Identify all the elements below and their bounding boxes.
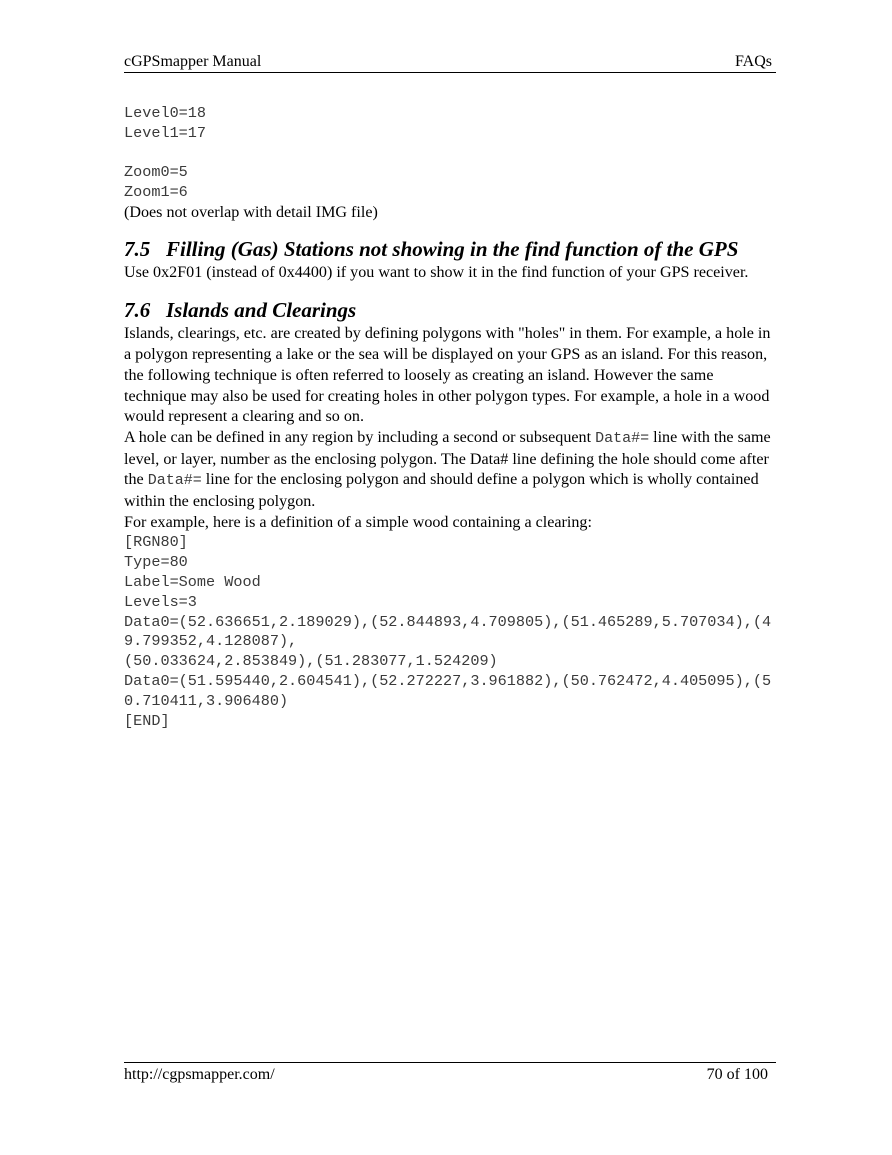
- paragraph-text: line with the same level, or layer, number as the enclosing polygon. The Data# line defining the hole should come after the: [124, 428, 771, 489]
- section-number: 7.5: [124, 236, 151, 261]
- page-footer: [124, 1062, 776, 1083]
- code-line: Data0=(51.595440,2.604541),(52.272227,3.961882),(50.762472,4.405095),(50.710411,3.906480): [124, 672, 772, 710]
- section-number: 7.6: [124, 298, 151, 323]
- paragraph-text: line for the enclosing polygon and should define a polygon which is wholly contained within the enclosing polygon.: [124, 471, 759, 511]
- code-line: [END]: [124, 711, 170, 730]
- document-page: [124, 0, 776, 1155]
- code-zoom1: Zoom1=6: [124, 183, 188, 202]
- footer-url: http://cgpsmapper.com/: [124, 1066, 275, 1083]
- section-7-6-paragraph-1: Islands, clearings, etc. are created by defining polygons with "holes" in them. For example, a hole in a polygon representing a lake or the sea will be displayed on your GPS as an island. For this reason, the following technique is often referred to loosely as creating an island. However the same technique may also be used for creating holes in other polygon types. For example, a hole in a wood would represent a clearing and so on.: [124, 325, 771, 426]
- code-zoom0: Zoom0=5: [124, 163, 188, 182]
- code-line: [RGN80]: [124, 533, 188, 552]
- code-line: Type=80: [124, 553, 188, 572]
- paragraph-text: A hole can be defined in any region by including a second or subsequent: [124, 428, 596, 446]
- code-line: Label=Some Wood: [124, 573, 261, 592]
- inline-code-data: Data#=: [595, 429, 650, 447]
- section-7-6-paragraph-2: [124, 428, 772, 513]
- section-heading-7-5: [124, 237, 772, 261]
- blank-line: [124, 144, 772, 164]
- section-title: Islands and Clearings: [166, 298, 357, 323]
- code-block-wood-example: [124, 533, 772, 731]
- section-heading-7-6: [124, 298, 772, 322]
- inline-code-data: Data#=: [147, 472, 202, 490]
- code-line: (50.033624,2.853849),(51.283077,1.524209): [124, 652, 498, 671]
- header-manual-title: cGPSmapper Manual: [124, 53, 262, 70]
- section-7-6-paragraph-3: For example, here is a definition of a simple wood containing a clearing:: [124, 513, 592, 531]
- code-level1: Level1=17: [124, 123, 207, 142]
- section-7-5-body: Use 0x2F01 (instead of 0x4400) if you want to show it in the find function of your GPS receiver.: [124, 263, 749, 281]
- section-title: Filling (Gas) Stations not showing in the find function of the GPS: [166, 236, 739, 261]
- code-line: Levels=3: [124, 592, 197, 611]
- footer-page-number: 70 of 100: [706, 1066, 768, 1083]
- header-chapter-title: FAQs: [734, 53, 772, 70]
- overlap-note: (Does not overlap with detail IMG file): [124, 203, 378, 221]
- page-content: [124, 104, 772, 731]
- page-header: [124, 52, 776, 73]
- code-line: Data0=(52.636651,2.189029),(52.844893,4.709805),(51.465289,5.707034),(49.799352,4.128087),: [124, 612, 772, 651]
- code-level0: Level0=18: [124, 104, 207, 122]
